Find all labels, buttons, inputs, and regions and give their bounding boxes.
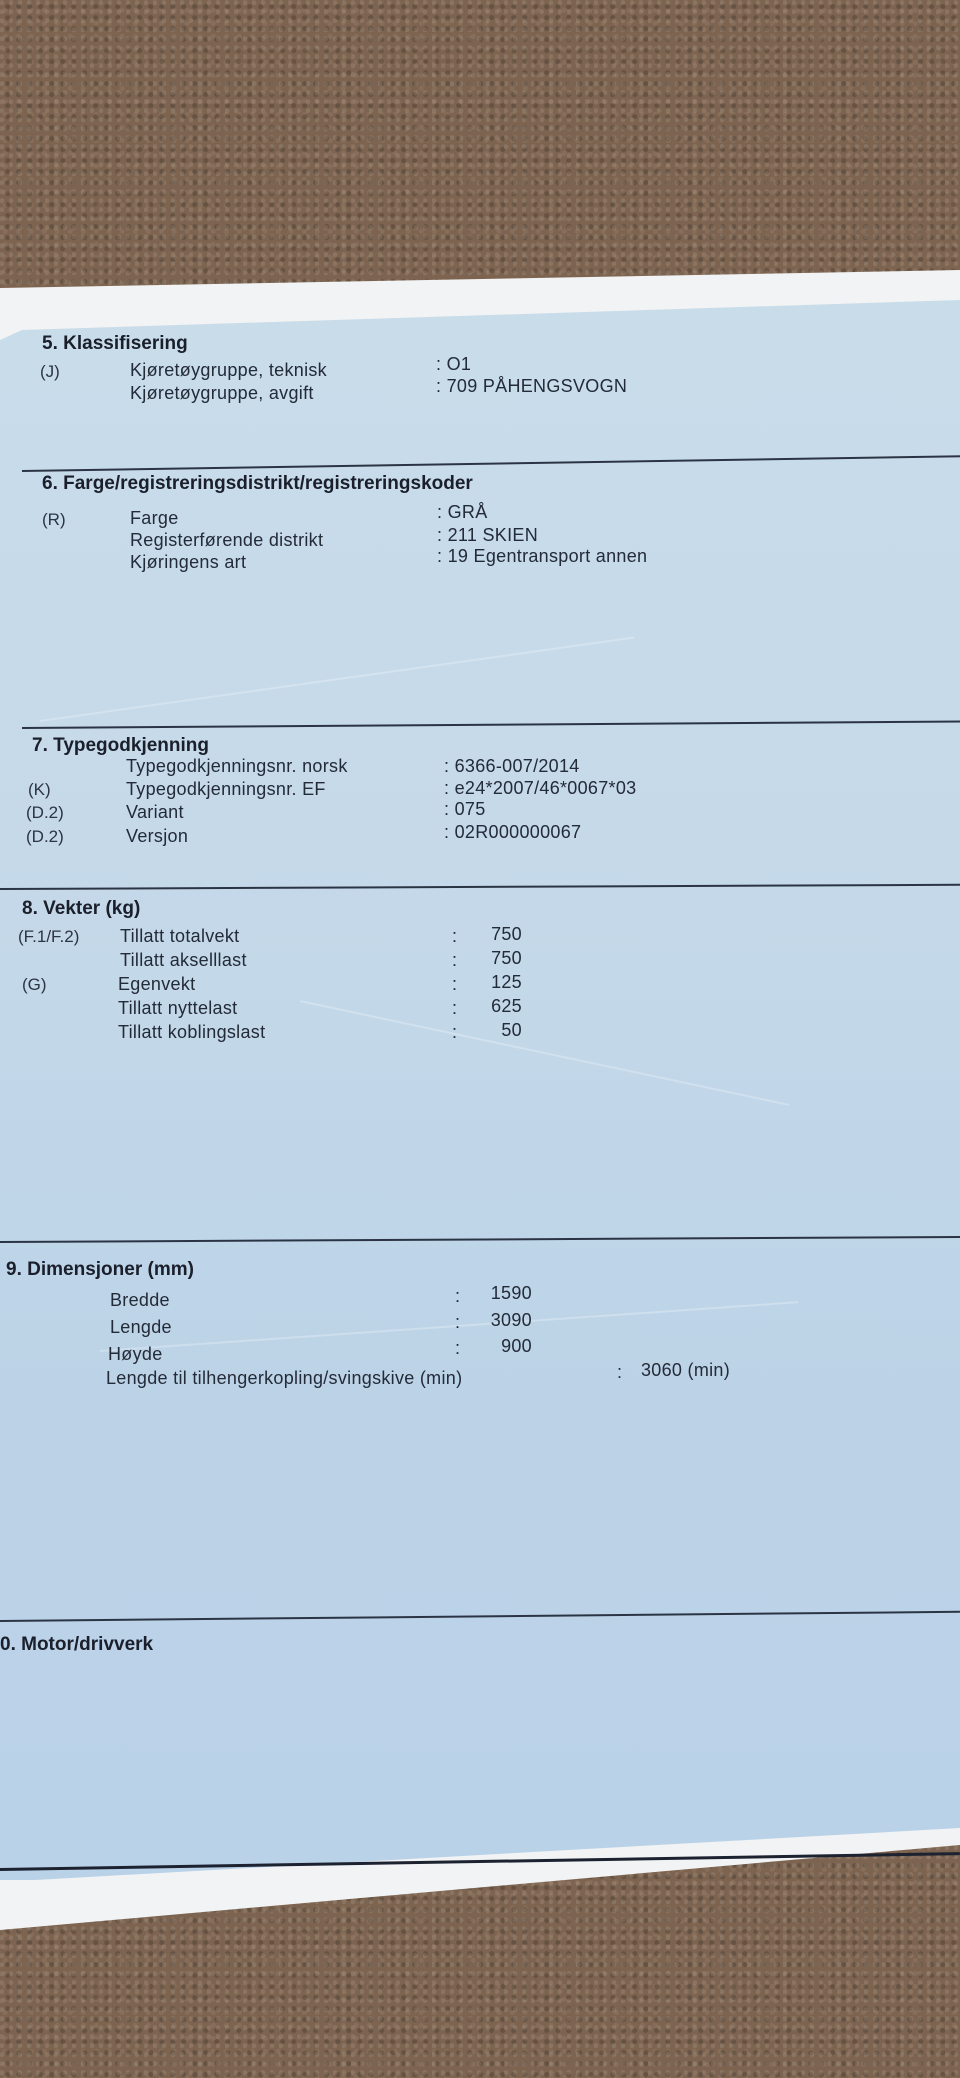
row-label: Lengde — [110, 1317, 172, 1337]
row-colon: : — [455, 1312, 461, 1332]
row-label: Variant — [126, 802, 184, 822]
row-code: (D.2) — [26, 803, 64, 822]
row-colon: : — [452, 950, 458, 970]
row-label: Tillatt koblingslast — [118, 1022, 266, 1042]
row-code: (R) — [42, 510, 66, 529]
carpet-background-top — [0, 0, 960, 300]
row-code: (D.2) — [26, 827, 64, 846]
row-label: Typegodkjenningsnr. EF — [126, 779, 326, 799]
row-code: (J) — [40, 362, 60, 381]
section-5-title: 5. Klassifisering — [42, 333, 188, 354]
paper-crease — [40, 637, 634, 722]
row-label: Typegodkjenningsnr. norsk — [126, 756, 348, 776]
row-value: 900 — [501, 1336, 532, 1356]
row-value: 125 — [491, 972, 522, 992]
row-colon: : — [455, 1338, 461, 1358]
row-colon: : — [455, 1286, 461, 1306]
row-value: 3060 (min) — [641, 1360, 731, 1380]
row-colon: : — [452, 998, 458, 1018]
row-value: : 02R000000067 — [444, 822, 582, 842]
row-colon: : — [617, 1362, 623, 1382]
row-value: : 6366-007/2014 — [444, 756, 580, 776]
row-value: 750 — [491, 948, 522, 968]
paper-crease — [100, 1301, 798, 1352]
section-10-title: 0. Motor/drivverk — [0, 1634, 154, 1655]
row-label: Tillatt totalvekt — [120, 926, 240, 946]
row-value: : 075 — [444, 799, 486, 819]
row-label: Egenvekt — [118, 974, 196, 994]
carpet-background-bottom — [0, 1915, 960, 2078]
row-code: (K) — [28, 780, 51, 799]
section-9-title: 9. Dimensjoner (mm) — [6, 1259, 194, 1280]
row-value: 1590 — [490, 1283, 532, 1303]
row-label: Høyde — [108, 1344, 163, 1364]
row-value: : 709 PÅHENGSVOGN — [436, 376, 628, 396]
row-value: 3090 — [490, 1310, 532, 1330]
row-value: : e24*2007/46*0067*03 — [444, 778, 637, 798]
section-7-title: 7. Typegodkjenning — [32, 735, 209, 756]
row-label: Farge — [130, 508, 179, 528]
row-label: Kjøringens art — [130, 552, 247, 572]
row-code: (G) — [22, 975, 47, 994]
row-label: Lengde til tilhengerkopling/svingskive (min) — [106, 1368, 463, 1388]
row-label: Tillatt nyttelast — [118, 998, 238, 1018]
row-label: Tillatt akselllast — [120, 950, 247, 970]
row-colon: : — [452, 926, 458, 946]
row-value: : O1 — [436, 354, 472, 374]
row-value: 750 — [491, 924, 522, 944]
row-label: Versjon — [126, 826, 189, 846]
row-code: (F.1/F.2) — [18, 927, 80, 946]
row-value: : 19 Egentransport annen — [437, 546, 648, 566]
row-value: 50 — [501, 1020, 522, 1040]
row-label: Bredde — [110, 1290, 170, 1310]
row-label: Kjøretøygruppe, avgift — [130, 383, 314, 403]
row-colon: : — [452, 1022, 458, 1042]
row-value: : 211 SKIEN — [437, 525, 539, 545]
row-value: 625 — [491, 996, 522, 1016]
section-6-title: 6. Farge/registreringsdistrikt/registreringskoder — [42, 473, 473, 494]
row-value: : GRÅ — [437, 502, 488, 522]
row-label: Kjøretøygruppe, teknisk — [130, 360, 327, 380]
row-colon: : — [452, 974, 458, 994]
paper-crease — [300, 1000, 789, 1106]
row-label: Registerførende distrikt — [130, 530, 324, 550]
section-8-title: 8. Vekter (kg) — [22, 898, 141, 919]
